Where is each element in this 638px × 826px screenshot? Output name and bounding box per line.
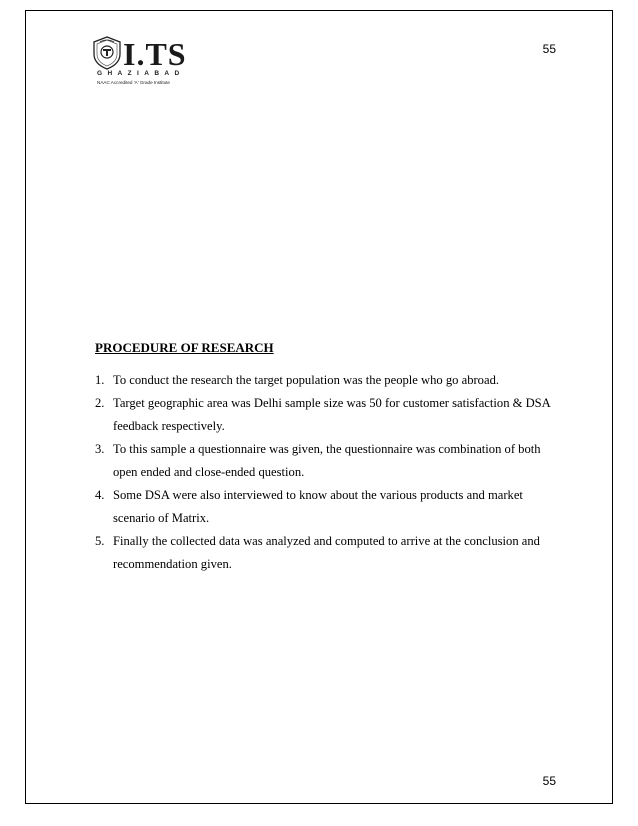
list-item-number: 4. [95,488,105,502]
list-item [95,484,555,530]
institute-logo [92,36,187,92]
procedure-list [95,369,555,576]
logo-tagline: NAAC Accredited 'A' Grade Institute [97,80,170,85]
list-item-number: 3. [95,442,105,456]
page-number-top: 55 [542,42,556,56]
list-item-number: 2. [95,396,105,410]
list-item [95,392,555,438]
list-item-text: Finally the collected data was analyzed and computed to arrive at the conclusion and recommendation given. [113,534,540,571]
list-item-number: 5. [95,534,105,548]
list-item [95,530,555,576]
page-number-bottom: 55 [542,774,556,788]
list-item-text: To this sample a questionnaire was given, the questionnaire was combination of both open ended and close-ended question. [113,442,541,479]
logo-name: I.TS [123,36,187,72]
section-heading: PROCEDURE OF RESEARCH [95,340,274,355]
list-item-text: To conduct the research the target population was the people who go abroad. [113,373,500,387]
list-item-number: 1. [95,373,105,387]
logo-city: GHAZIABAD [97,70,185,77]
list-item-text: Target geographic area was Delhi sample size was 50 for customer satisfaction & DSA feedback respectively. [113,396,551,433]
list-item [95,438,555,484]
list-item-text: Some DSA were also interviewed to know about the various products and market scenario of Matrix. [113,488,523,525]
list-item [95,369,555,392]
procedure-section [95,340,555,576]
emblem-icon [92,36,122,70]
